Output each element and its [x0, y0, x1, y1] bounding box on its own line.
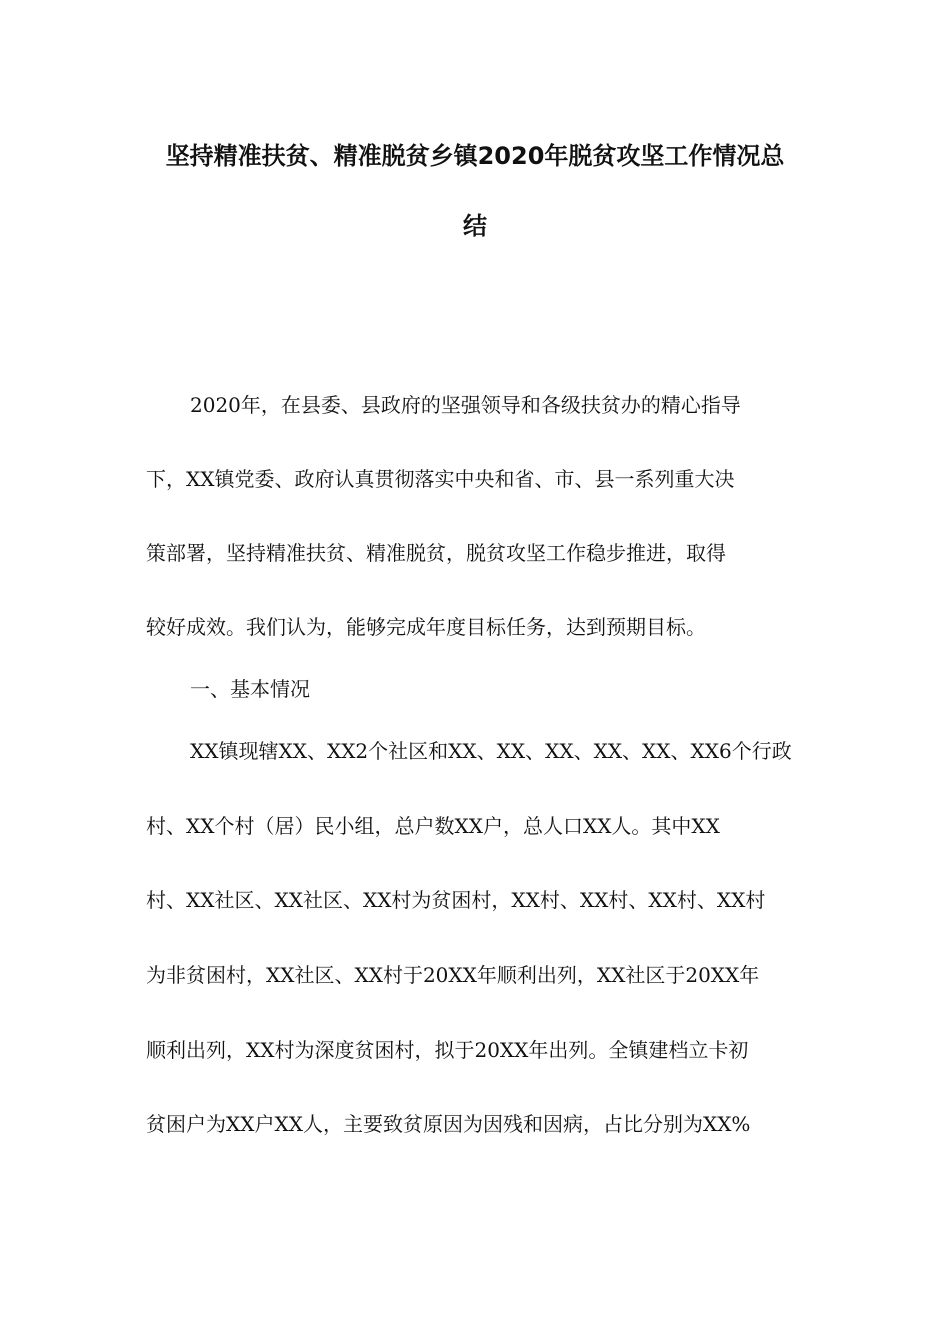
document-title-line-2: 结: [463, 212, 487, 240]
paragraph-line: XX镇现辖XX、XX2个社区和XX、XX、XX、XX、XX、XX6个行政: [190, 739, 792, 763]
paragraph-line: 为非贫困村，XX社区、XX村于20XX年顺利出列，XX社区于20XX年: [146, 963, 760, 987]
section-heading: 一、基本情况: [190, 677, 310, 701]
paragraph-line: 村、XX社区、XX社区、XX村为贫困村，XX村、XX村、XX村、XX村: [146, 888, 766, 912]
paragraph-line: 村、XX个村（居）民小组，总户数XX户，总人口XX人。其中XX: [146, 814, 720, 838]
document-title-line-1: 坚持精准扶贫、精准脱贫乡镇2020年脱贫攻坚工作情况总: [165, 142, 785, 170]
paragraph-line: 2020年，在县委、县政府的坚强领导和各级扶贫办的精心指导: [190, 393, 741, 417]
paragraph-line: 下，XX镇党委、政府认真贯彻落实中央和省、市、县一系列重大决: [146, 467, 735, 491]
paragraph-line: 策部署，坚持精准扶贫、精准脱贫，脱贫攻坚工作稳步推进，取得: [146, 541, 726, 565]
paragraph-line: 贫困户为XX户XX人，主要致贫原因为因残和因病，占比分别为XX%: [146, 1112, 751, 1136]
paragraph-line: 顺利出列，XX村为深度贫困村，拟于20XX年出列。全镇建档立卡初: [146, 1038, 749, 1062]
paragraph-line: 较好成效。我们认为，能够完成年度目标任务，达到预期目标。: [146, 615, 706, 639]
